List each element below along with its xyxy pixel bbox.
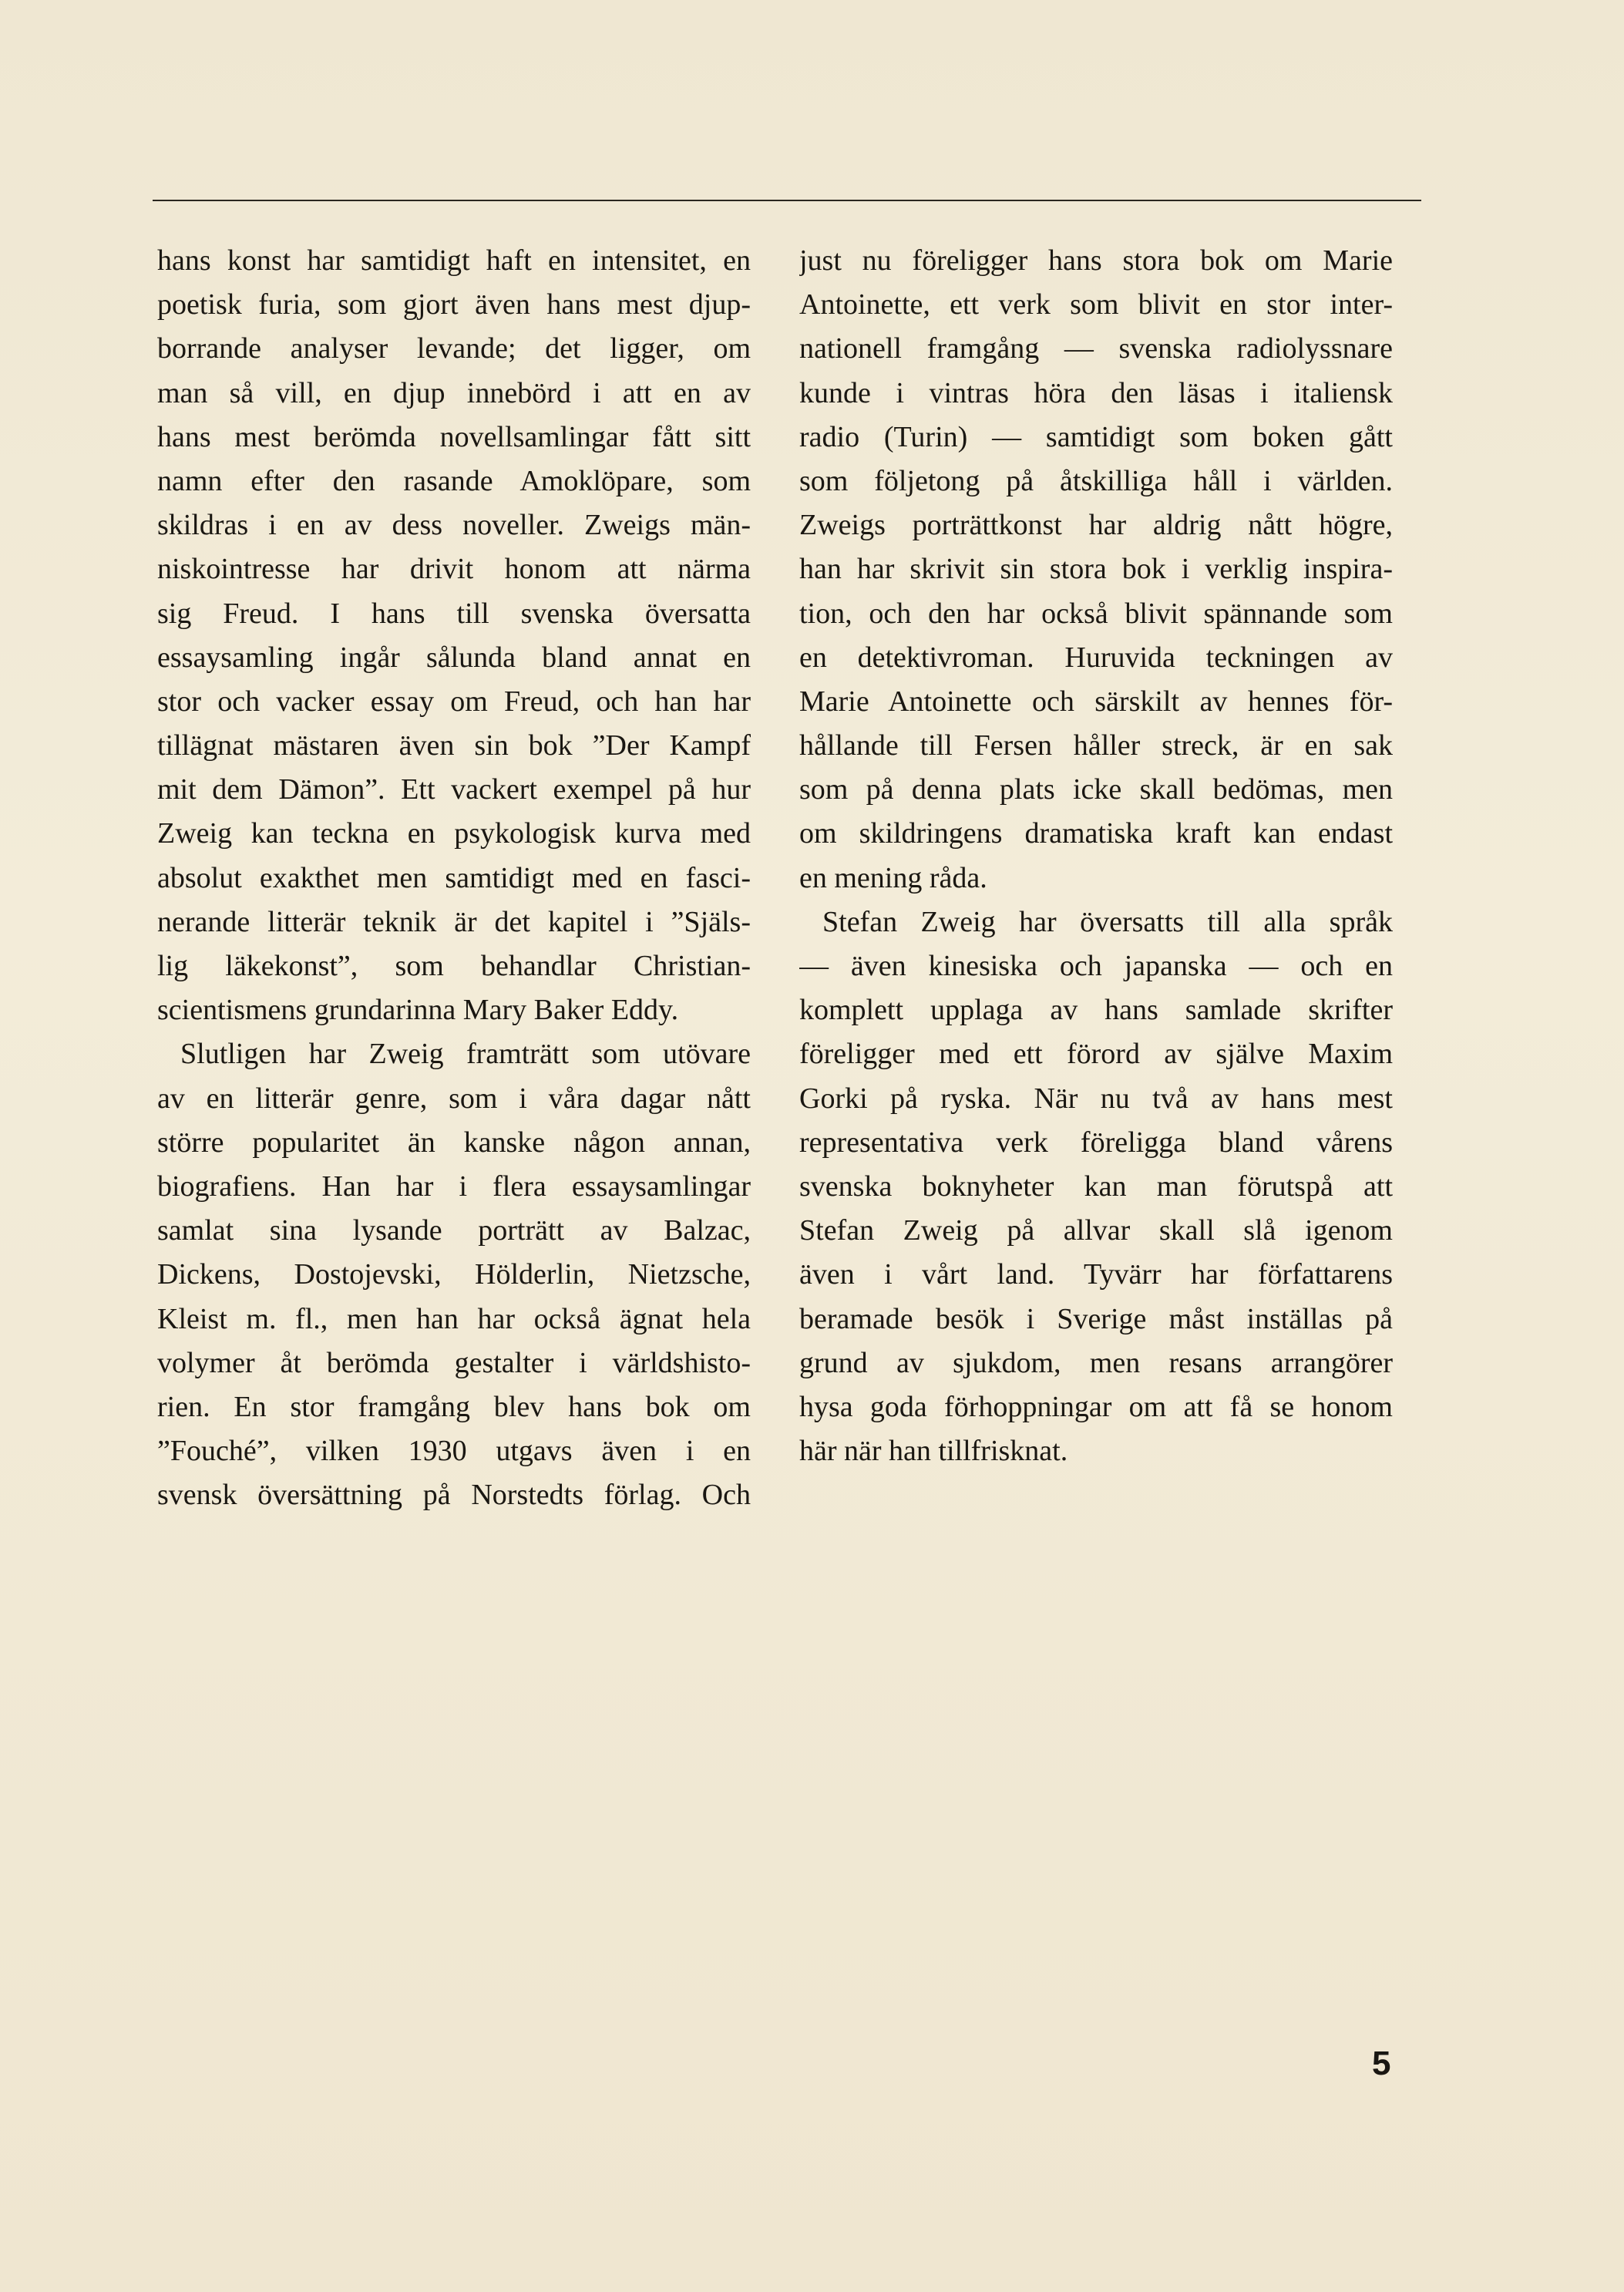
text-line: hållande till Fersen håller streck, är en sak [799,729,1393,762]
text-line: nationell framgång — svenska radiolyssnare [799,332,1393,365]
text-line: kunde i vintras höra den läsas i italiensk [799,376,1393,409]
text-line: Zweigs porträttkonst har aldrig nått högre, [799,509,1393,542]
text-line: nerande litterär teknik är det kapitel i ”Själs- [157,905,751,938]
text-line: radio (Turin) — samtidigt som boken gått [799,420,1393,453]
text-line: samlat sina lysande porträtt av Balzac, [157,1214,751,1247]
text-line: lig läkekonst”, som behandlar Christian- [157,950,751,982]
text-line: stor och vacker essay om Freud, och han har [157,685,751,718]
text-line: sig Freud. I hans till svenska översatta [157,597,751,630]
text-line: Gorki på ryska. När nu två av hans mest [799,1082,1393,1115]
text-line: essaysamling ingår sålunda bland annat en [157,641,751,674]
text-line: Stefan Zweig på allvar skall slå igenom [799,1214,1393,1247]
text-line: niskointresse har drivit honom att närma [157,553,751,586]
text-line: Antoinette, ett verk som blivit en stor inter- [799,288,1393,321]
text-line: namn efter den rasande Amoklöpare, som [157,464,751,497]
text-line: av en litterär genre, som i våra dagar nått [157,1082,751,1115]
text-line: som på denna plats icke skall bedömas, men [799,773,1393,806]
text-line: om skildringens dramatiska kraft kan endast [799,817,1393,850]
text-line: här när han tillfrisknat. [799,1435,1068,1468]
text-line: man så vill, en djup innebörd i att en av [157,376,751,409]
text-line: svensk översättning på Norstedts förlag. Och [157,1479,751,1512]
header-rule [153,200,1421,201]
text-line: volymer åt berömda gestalter i världshisto- [157,1346,751,1379]
text-line: grund av sjukdom, men resans arrangörer [799,1346,1393,1379]
text-line: just nu föreligger hans stora bok om Marie [799,244,1393,277]
text-line: som följetong på åtskilliga håll i världen. [799,464,1393,497]
text-line: Dickens, Dostojevski, Hölderlin, Nietzsche, [157,1258,751,1291]
text-line: en detektivroman. Huruvida teckningen av [799,641,1393,674]
text-line: tillägnat mästaren även sin bok ”Der Kampf [157,729,751,762]
text-line: tion, och den har också blivit spännande som [799,597,1393,630]
text-line: borrande analyser levande; det ligger, om [157,332,751,365]
text-line: skildras i en av dess noveller. Zweigs män- [157,509,751,542]
text-line: större popularitet än kanske någon annan, [157,1126,751,1159]
text-line: Kleist m. fl., men han har också ägnat hela [157,1302,751,1335]
text-line: komplett upplaga av hans samlade skrifter [799,994,1393,1027]
text-line: föreligger med ett förord av själve Maxim [799,1038,1393,1071]
text-line: biografiens. Han har i flera essaysamlingar [157,1170,751,1203]
text-line: hans konst har samtidigt haft en intensitet, en [157,244,751,277]
text-line: även i vårt land. Tyvärr har författarens [799,1258,1393,1291]
right-column [799,239,1393,1473]
text-line: scientismens grundarinna Mary Baker Eddy. [157,994,679,1027]
text-line: hans mest berömda novellsamlingar fått sitt [157,420,751,453]
text-line: rien. En stor framgång blev hans bok om [157,1390,751,1423]
page-number: 5 [1372,2045,1391,2082]
text-line: Zweig kan teckna en psykologisk kurva med [157,817,751,850]
text-line: Marie Antoinette och särskilt av hennes för- [799,685,1393,718]
text-line: hysa goda förhoppningar om att få se honom [799,1390,1393,1423]
text-line: mit dem Dämon”. Ett vackert exempel på hur [157,773,751,806]
text-line: svenska boknyheter kan man förutspå att [799,1170,1393,1203]
text-line: beramade besök i Sverige måst inställas på [799,1302,1393,1335]
text-line: absolut exakthet men samtidigt med en fasci- [157,861,751,894]
text-line: representativa verk föreligga bland vårens [799,1126,1393,1159]
text-line: — även kinesiska och japanska — och en [799,950,1393,982]
text-line: han har skrivit sin stora bok i verklig inspira- [799,553,1393,586]
text-line: poetisk furia, som gjort även hans mest djup- [157,288,751,321]
text-line: Stefan Zweig har översatts till alla språk [822,905,1393,938]
text-line: Slutligen har Zweig framträtt som utövare [180,1038,751,1071]
text-line: en mening råda. [799,861,987,894]
left-column [157,239,751,1517]
text-line: ”Fouché”, vilken 1930 utgavs även i en [157,1435,751,1468]
